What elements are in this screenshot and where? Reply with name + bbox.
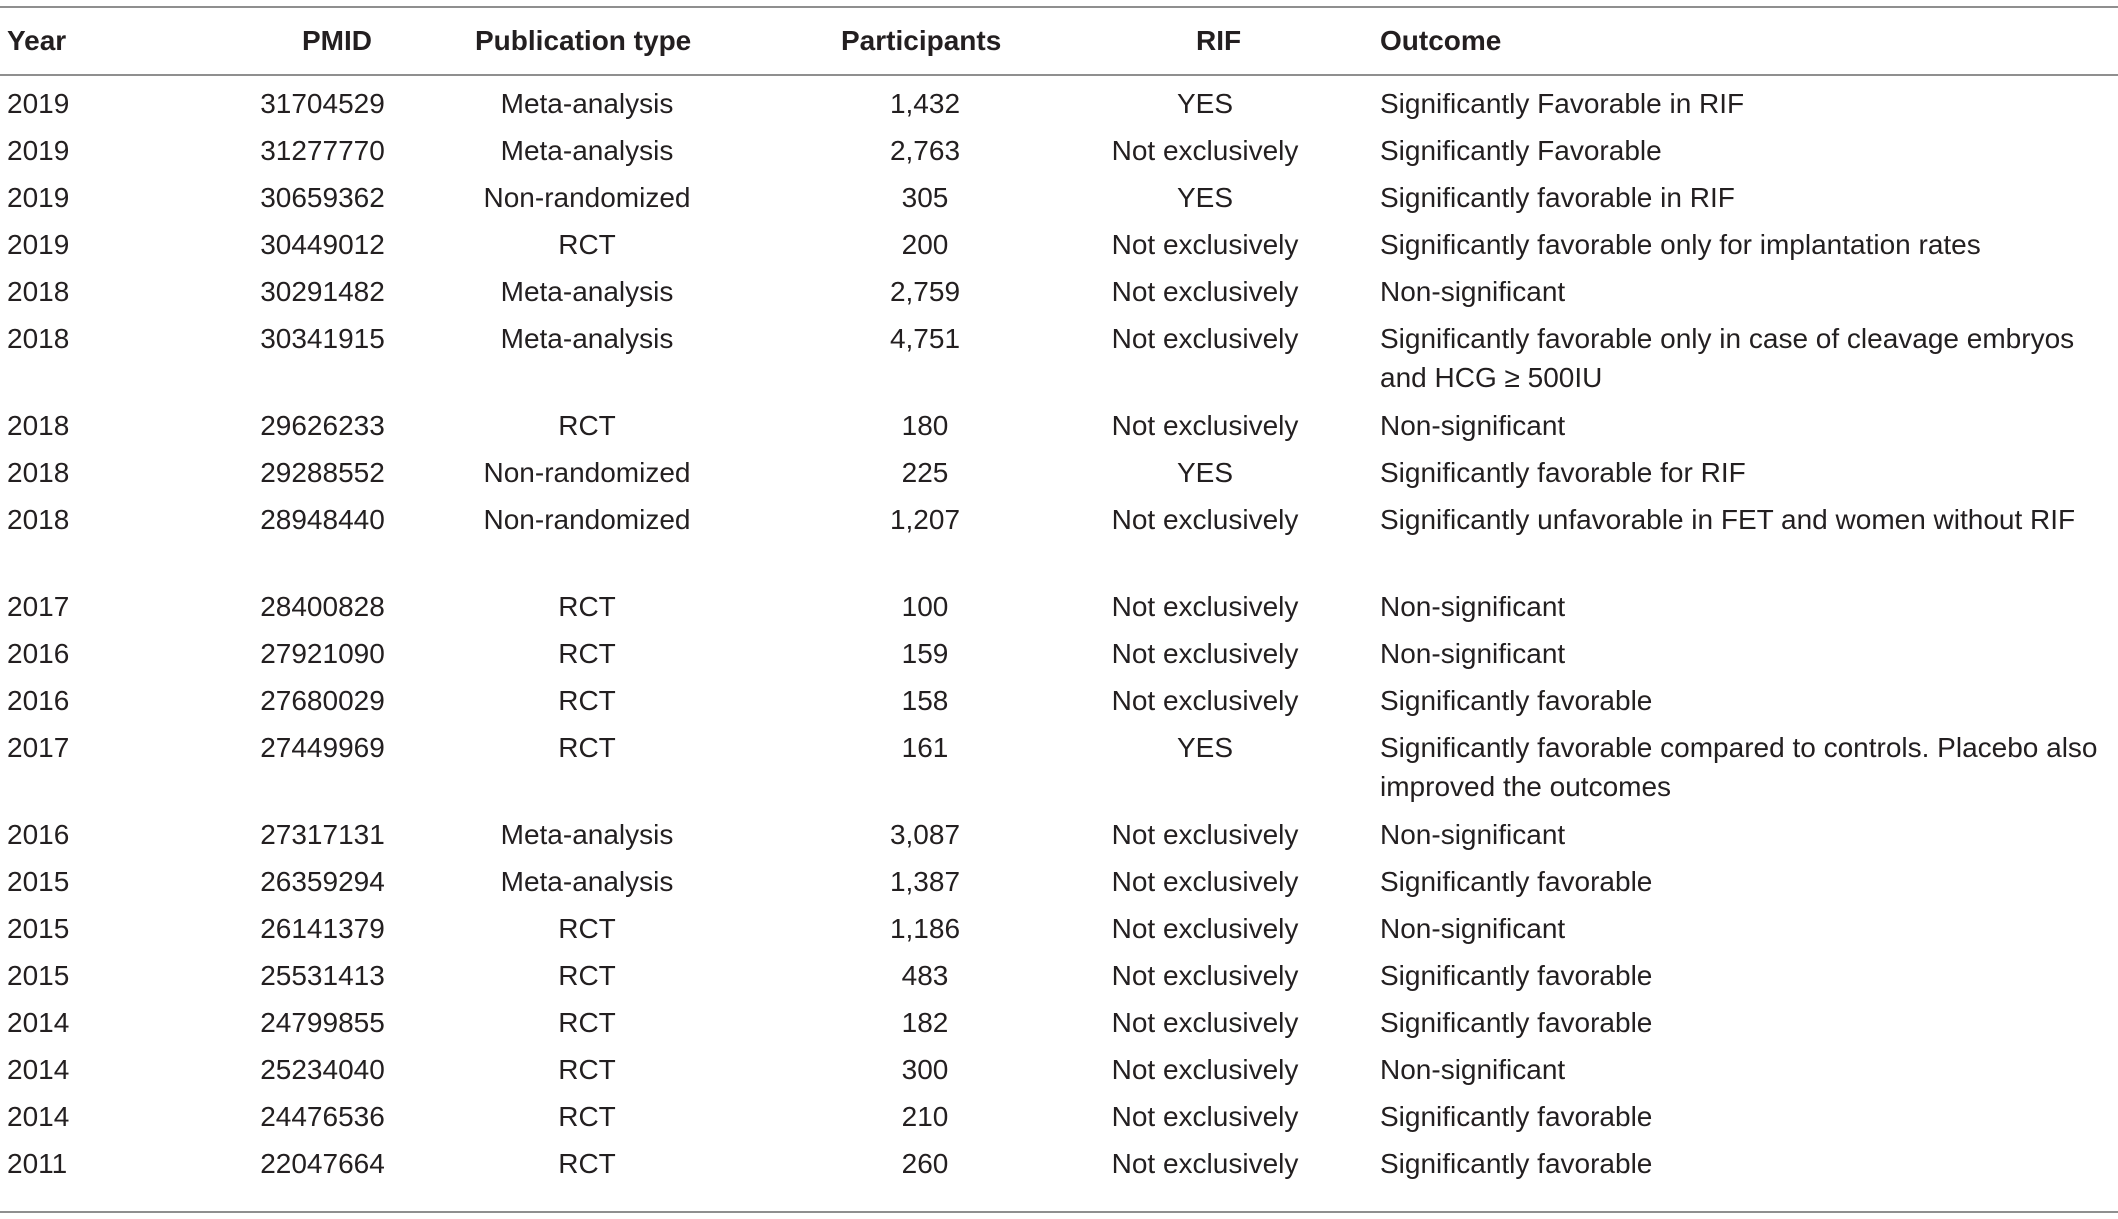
cell-participants: 182 [901,1007,949,1038]
header-year: Year [7,25,67,56]
table-row [0,579,2118,626]
cell-rif: Not exclusively [1111,1007,1299,1038]
header-rif: RIF [1196,25,1242,56]
header-row [0,8,2118,74]
table-row [0,901,2118,948]
cell-year: 2018 [7,323,70,354]
cell-publication-type: RCT [558,638,616,669]
cell-rif: Not exclusively [1111,913,1299,944]
table-row [0,398,2118,445]
cell-year: 2018 [7,410,70,441]
cell-outcome: Significantly favorable [1380,1148,1653,1179]
cell-pmid: 27449969 [260,732,385,763]
cell-publication-type: RCT [558,913,616,944]
table-row [0,1042,2118,1089]
cell-year: 2019 [7,182,70,213]
cell-participants: 1,387 [889,866,961,897]
cell-year: 2015 [7,866,70,897]
cell-outcome: Significantly Favorable in RIF [1380,88,1745,119]
cell-year: 2016 [7,819,70,850]
cell-pmid: 25531413 [260,960,385,991]
cell-outcome: Significantly favorable [1380,685,1653,716]
cell-rif: Not exclusively [1111,1148,1299,1179]
table-row [0,948,2118,995]
table-row [0,264,2118,311]
table-row [0,626,2118,673]
cell-outcome: Significantly favorable for RIF [1380,457,1746,488]
cell-pmid: 22047664 [260,1148,385,1179]
cell-year: 2019 [7,229,70,260]
cell-pmid: 28948440 [260,504,385,535]
cell-rif: Not exclusively [1111,135,1299,166]
cell-year: 2011 [7,1148,68,1179]
table-row [0,854,2118,901]
cell-participants: 2,763 [889,135,961,166]
cell-outcome: Significantly favorable [1380,1007,1653,1038]
cell-publication-type: Non-randomized [483,457,691,488]
cell-publication-type: RCT [558,410,616,441]
cell-outcome: Significantly favorable only for implantation rates [1380,229,1981,260]
cell-publication-type: RCT [558,1007,616,1038]
cell-year: 2017 [7,732,70,763]
cell-outcome: Significantly Favorable [1380,135,1662,166]
cell-year: 2017 [7,591,70,622]
cell-rif: Not exclusively [1111,1101,1299,1132]
cell-participants: 483 [901,960,949,991]
table-row [0,673,2118,720]
table-row [0,995,2118,1042]
cell-rif: Not exclusively [1111,638,1299,669]
cell-publication-type: RCT [558,1054,616,1085]
cell-participants: 2,759 [889,276,961,307]
cell-rif: Not exclusively [1111,229,1299,260]
cell-pmid: 30341915 [260,323,385,354]
table-body [0,74,2118,1183]
cell-year: 2018 [7,504,70,535]
cell-publication-type: Non-randomized [483,504,691,535]
cell-rif: YES [1176,732,1234,763]
cell-outcome: Non-significant [1380,410,1566,441]
cell-participants: 210 [901,1101,949,1132]
header-pmid: PMID [302,25,372,56]
header-publication-type: Publication type [475,25,692,56]
studies-table [0,8,2118,1183]
cell-rif: Not exclusively [1111,323,1299,354]
cell-participants: 1,207 [889,504,961,535]
cell-year: 2016 [7,685,70,716]
cell-participants: 159 [901,638,949,669]
table-row [0,720,2118,807]
cell-publication-type: RCT [558,1148,616,1179]
cell-rif: Not exclusively [1111,1054,1299,1085]
cell-publication-type: Meta-analysis [500,323,674,354]
cell-year: 2018 [7,457,70,488]
cell-publication-type: Meta-analysis [500,819,674,850]
cell-year: 2019 [7,88,70,119]
cell-participants: 3,087 [889,819,961,850]
table-row [0,445,2118,492]
cell-publication-type: RCT [558,591,616,622]
cell-outcome: Non-significant [1380,638,1566,669]
cell-outcome: Non-significant [1380,591,1566,622]
cell-participants: 161 [901,732,949,763]
cell-publication-type: RCT [558,1101,616,1132]
cell-rif: Not exclusively [1111,410,1299,441]
cell-publication-type: RCT [558,229,616,260]
cell-publication-type: Meta-analysis [500,135,674,166]
cell-year: 2016 [7,638,70,669]
cell-publication-type: Meta-analysis [500,866,674,897]
cell-year: 2015 [7,960,70,991]
cell-pmid: 30291482 [260,276,385,307]
cell-outcome: Non-significant [1380,913,1566,944]
cell-outcome: Significantly favorable compared to controls. Placebo also improved the outcomes [1380,732,2098,802]
cell-pmid: 25234040 [260,1054,385,1085]
table-row [0,311,2118,398]
table-row [0,170,2118,217]
cell-pmid: 30449012 [260,229,385,260]
cell-participants: 305 [901,182,949,213]
cell-participants: 158 [901,685,949,716]
cell-pmid: 26141379 [260,913,385,944]
cell-pmid: 27317131 [260,819,385,850]
cell-publication-type: RCT [558,732,616,763]
cell-participants: 260 [901,1148,949,1179]
cell-outcome: Significantly unfavorable in FET and women without RIF [1380,504,2076,535]
cell-year: 2014 [7,1007,70,1038]
cell-pmid: 24476536 [260,1101,385,1132]
table-row [0,74,2118,123]
table-row [0,492,2118,579]
cell-pmid: 24799855 [260,1007,385,1038]
cell-rif: Not exclusively [1111,819,1299,850]
cell-year: 2018 [7,276,70,307]
cell-participants: 1,432 [889,88,961,119]
cell-outcome: Significantly favorable [1380,866,1653,897]
cell-participants: 225 [901,457,949,488]
table-row [0,217,2118,264]
cell-outcome: Significantly favorable [1380,1101,1653,1132]
cell-pmid: 31704529 [260,88,385,119]
cell-year: 2014 [7,1054,70,1085]
cell-rif: YES [1176,182,1234,213]
cell-year: 2014 [7,1101,70,1132]
cell-year: 2015 [7,913,70,944]
cell-rif: Not exclusively [1111,591,1299,622]
cell-rif: YES [1176,457,1234,488]
bottom-rule [0,1211,2118,1213]
cell-pmid: 26359294 [260,866,385,897]
cell-rif: Not exclusively [1111,276,1299,307]
table-row [0,123,2118,170]
cell-pmid: 27680029 [260,685,385,716]
cell-participants: 200 [901,229,949,260]
cell-outcome: Significantly favorable only in case of cleavage embryos and HCG ≥ 500IU [1380,323,2075,393]
cell-participants: 180 [901,410,949,441]
cell-year: 2019 [7,135,70,166]
cell-rif: Not exclusively [1111,866,1299,897]
cell-rif: Not exclusively [1111,960,1299,991]
cell-rif: Not exclusively [1111,504,1299,535]
cell-participants: 300 [901,1054,949,1085]
cell-outcome: Significantly favorable in RIF [1380,182,1735,213]
cell-rif: Not exclusively [1111,685,1299,716]
cell-participants: 4,751 [889,323,961,354]
cell-pmid: 31277770 [260,135,385,166]
cell-outcome: Non-significant [1380,1054,1566,1085]
cell-pmid: 29288552 [260,457,385,488]
header-participants: Participants [841,25,1002,56]
cell-outcome: Non-significant [1380,276,1566,307]
cell-publication-type: RCT [558,685,616,716]
cell-rif: YES [1176,88,1234,119]
header-outcome: Outcome [1380,25,1502,56]
cell-publication-type: Meta-analysis [500,276,674,307]
cell-pmid: 28400828 [260,591,385,622]
table-row [0,1089,2118,1136]
cell-pmid: 27921090 [260,638,385,669]
cell-pmid: 30659362 [260,182,385,213]
cell-pmid: 29626233 [260,410,385,441]
table-row [0,807,2118,854]
cell-participants: 100 [901,591,949,622]
cell-publication-type: RCT [558,960,616,991]
table-row [0,1136,2118,1183]
cell-participants: 1,186 [889,913,961,944]
cell-publication-type: Meta-analysis [500,88,674,119]
cell-outcome: Significantly favorable [1380,960,1653,991]
cell-publication-type: Non-randomized [483,182,691,213]
cell-outcome: Non-significant [1380,819,1566,850]
